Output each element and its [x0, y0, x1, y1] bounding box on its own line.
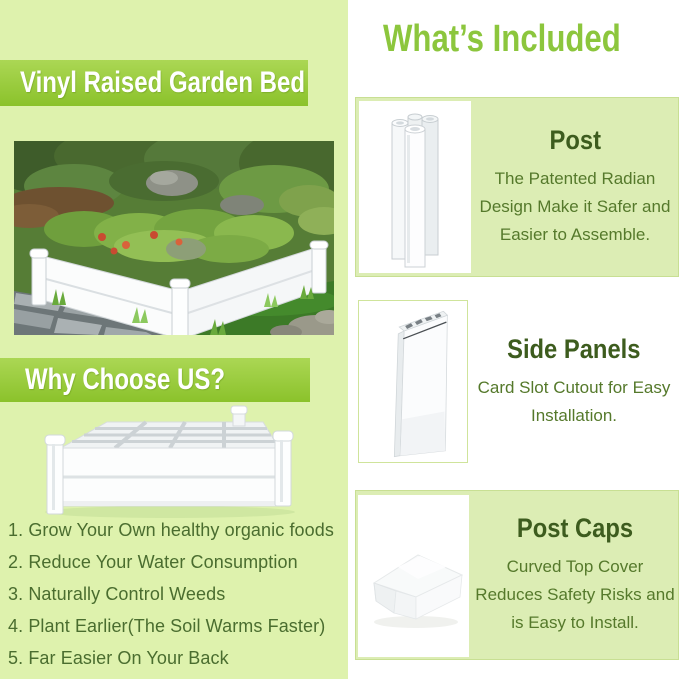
- post-cap-image: [358, 495, 469, 657]
- benefit-item: 1. Grow Your Own healthy organic foods: [8, 520, 334, 540]
- included-card-post-caps: [355, 490, 679, 660]
- garden-photo-art: [14, 141, 334, 335]
- card-post-text: [474, 98, 676, 276]
- benefit-item: 2. Reduce Your Water Consumption: [8, 552, 298, 572]
- included-card-post: [355, 97, 679, 277]
- side-panel-art: [359, 301, 467, 462]
- card-side-panels-text: [473, 300, 675, 463]
- why-choose-badge: [0, 358, 310, 402]
- product-title-text: Vinyl Raised Garden Bed: [20, 66, 305, 99]
- why-choose-text: Why Choose US?: [25, 363, 226, 396]
- card-post-caps-text: [474, 491, 676, 659]
- card-post-heading: Post: [549, 125, 601, 155]
- card-side-panels-body: Card Slot Cutout for Easy Installation.: [477, 377, 671, 425]
- card-post-body: The Patented Radian Design Make it Safer and Easier to Assemble.: [479, 169, 671, 244]
- garden-photo: [14, 141, 334, 335]
- benefit-item: 3. Naturally Control Weeds: [8, 584, 226, 604]
- product-title-badge: [0, 60, 308, 106]
- corner-post-image: [359, 101, 471, 273]
- benefit-item: 4. Plant Earlier(The Soil Warms Faster): [8, 616, 326, 636]
- benefits-list: [8, 514, 346, 674]
- benefit-item: 5. Far Easier On Your Back: [8, 648, 229, 668]
- card-side-panels-heading: Side Panels: [507, 333, 641, 364]
- side-panel-image: [358, 300, 468, 463]
- included-card-side-panels: [355, 300, 679, 463]
- card-post-caps-heading: Post Caps: [516, 513, 634, 543]
- whats-included-title: What’s Included: [383, 18, 621, 60]
- garden-bed-illustration-art: [25, 404, 305, 520]
- post-cap-art: [358, 495, 469, 657]
- garden-bed-illustration: [25, 404, 305, 520]
- corner-post-art: [359, 101, 471, 273]
- card-post-caps-body: Curved Top Cover Reduces Safety Risks and is Easy to Install.: [475, 557, 675, 632]
